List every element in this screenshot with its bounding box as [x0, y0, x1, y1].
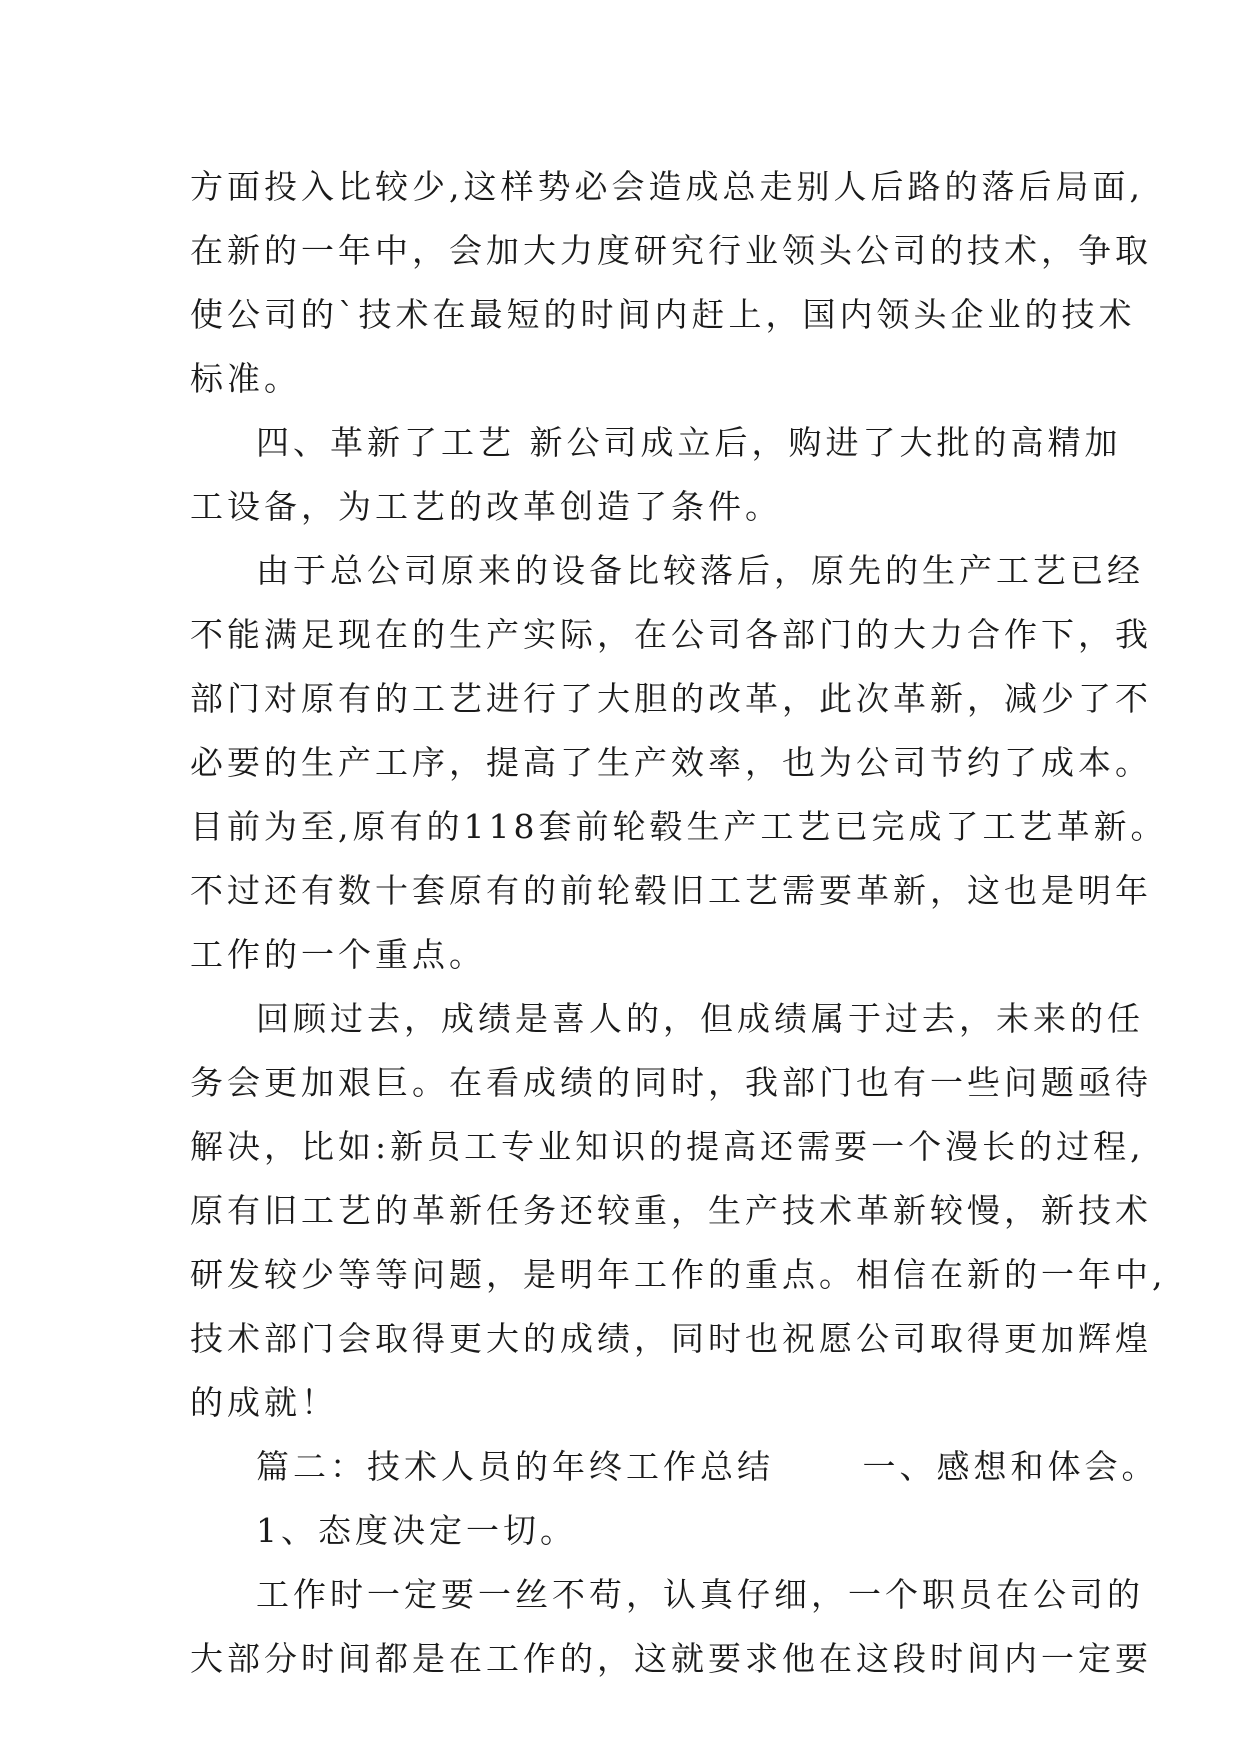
subsection-heading-line: 1、态度决定一切。: [256, 1511, 577, 1550]
text-line: 必要的生产工序，提高了生产效率，也为公司节约了成本。: [190, 743, 1152, 782]
text-line: 目前为至,原有的118套前轮毂生产工艺已完成了工艺革新。: [190, 807, 1168, 846]
text-line: 标准。: [190, 359, 301, 398]
text-line: 技术部门会取得更大的成绩，同时也祝愿公司取得更加辉煌: [190, 1319, 1152, 1358]
text-line: 使公司的`技术在最短的时间内赶上，国内领头企业的技术: [190, 295, 1136, 334]
text-line: 务会更加艰巨。在看成绩的同时，我部门也有一些问题亟待: [190, 1063, 1152, 1102]
section-heading-line: 四、革新了工艺 新公司成立后，购进了大批的高精加: [256, 423, 1122, 462]
paragraph-start-line: 回顾过去，成绩是喜人的，但成绩属于过去，未来的任: [256, 999, 1144, 1038]
text-line: 的成就！: [190, 1383, 338, 1422]
paragraph-start-line: 由于总公司原来的设备比较落后，原先的生产工艺已经: [256, 551, 1144, 590]
text-line: 工作的一个重点。: [190, 935, 486, 974]
text-line: 工设备，为工艺的改革创造了条件。: [190, 487, 782, 526]
text-line: 大部分时间都是在工作的，这就要求他在这段时间内一定要: [190, 1639, 1152, 1678]
text-line: 不能满足现在的生产实际，在公司各部门的大力合作下，我: [190, 615, 1152, 654]
text-line: 研发较少等等问题，是明年工作的重点。相信在新的一年中,: [190, 1255, 1167, 1294]
text-line: 原有旧工艺的革新任务还较重，生产技术革新较慢，新技术: [190, 1191, 1152, 1230]
text-line: 解决，比如:新员工专业知识的提高还需要一个漫长的过程,: [190, 1127, 1145, 1166]
text-line: 部门对原有的工艺进行了大胆的改革，此次革新，减少了不: [190, 679, 1152, 718]
text-line: 不过还有数十套原有的前轮毂旧工艺需要革新，这也是明年: [190, 871, 1152, 910]
text-line: 在新的一年中，会加大力度研究行业领头公司的技术，争取: [190, 231, 1152, 270]
document-body: [190, 155, 1168, 1691]
section-title-line: 篇二：技术人员的年终工作总结 一、感想和体会。: [256, 1447, 1159, 1486]
paragraph-start-line: 工作时一定要一丝不苟，认真仔细，一个职员在公司的: [256, 1575, 1144, 1614]
text-line: 方面投入比较少,这样势必会造成总走别人后路的落后局面,: [190, 167, 1144, 206]
